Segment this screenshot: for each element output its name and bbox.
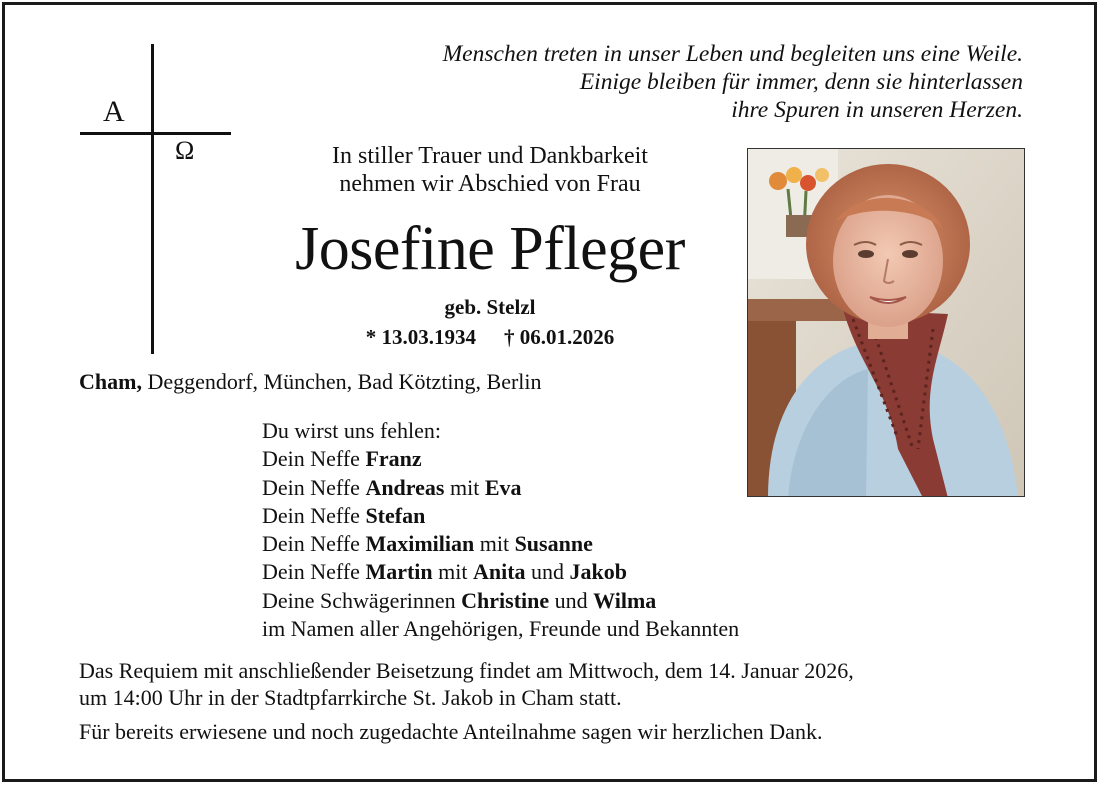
omega-symbol: Ω bbox=[175, 136, 195, 165]
quote bbox=[443, 40, 1023, 124]
mourner-text: Dein Neffe bbox=[262, 446, 366, 472]
mourners-intro: Du wirst uns fehlen: bbox=[262, 418, 442, 443]
mourner-name: Susanne bbox=[514, 531, 593, 557]
quote-line-1: Menschen treten in unser Leben und begleiten uns eine Weile. bbox=[442, 41, 1023, 67]
mourner-name: Eva bbox=[484, 474, 522, 500]
mourner-name: Andreas bbox=[365, 474, 445, 500]
mourner-name: Jakob bbox=[569, 559, 628, 585]
mourner-line bbox=[262, 474, 739, 502]
life-dates bbox=[290, 324, 690, 350]
places-line bbox=[79, 368, 542, 396]
mourner-line bbox=[262, 530, 739, 558]
intro-line-2: nehmen wir Abschied von Frau bbox=[339, 171, 641, 197]
mourner-name: Maximilian bbox=[365, 531, 475, 557]
cross-vertical-beam bbox=[151, 44, 154, 354]
mourner-text: und bbox=[525, 559, 570, 585]
mourner-name: Stefan bbox=[365, 502, 426, 528]
mourner-text: und bbox=[549, 587, 594, 613]
mourner-name: Martin bbox=[365, 559, 433, 585]
quote-line-3: ihre Spuren in unseren Herzen. bbox=[731, 97, 1023, 123]
mourner-line bbox=[262, 445, 739, 473]
mourner-name: Anita bbox=[472, 559, 526, 585]
mourner-name: Franz bbox=[365, 446, 422, 472]
mourner-line bbox=[262, 502, 739, 530]
intro-line-1: In stiller Trauer und Dankbarkeit bbox=[332, 143, 648, 169]
mourner-line bbox=[262, 558, 739, 586]
mourner-text: mit bbox=[432, 559, 473, 585]
mourner-name: Wilma bbox=[593, 587, 657, 613]
closing-line-1: Das Requiem mit anschließender Beisetzung findet am Mittwoch, dem 14. Januar 2026, bbox=[79, 658, 854, 683]
mourners-outro: im Namen aller Angehörigen, Freunde und Bekannten bbox=[262, 616, 740, 642]
closing-line-3: Für bereits erwiesene und noch zugedachte Anteilnahme sagen wir herzlichen Dank. bbox=[79, 719, 823, 744]
closing-line-2: um 14:00 Uhr in der Stadtpfarrkirche St. Jakob in Cham statt. bbox=[79, 685, 622, 710]
mourner-line bbox=[262, 587, 739, 615]
mourner-text: Dein Neffe bbox=[262, 502, 366, 528]
alpha-symbol: A bbox=[103, 95, 125, 128]
quote-line-2: Einige bleiben für immer, denn sie hinterlassen bbox=[579, 69, 1023, 95]
deceased-name: Josefine Pfleger bbox=[295, 215, 685, 283]
portrait-photo bbox=[747, 148, 1025, 497]
mourner-text: Dein Neffe bbox=[262, 531, 366, 557]
birth-date: * 13.03.1934 bbox=[365, 325, 476, 349]
mourner-name: Christine bbox=[461, 587, 550, 613]
birth-name: geb. Stelzl bbox=[444, 295, 536, 319]
death-date: † 06.01.2026 bbox=[504, 325, 615, 349]
places-main: Cham, bbox=[79, 369, 142, 394]
mourner-text: mit bbox=[444, 474, 485, 500]
mourner-text: Deine Schwägerinnen bbox=[262, 587, 462, 613]
mourner-text: Dein Neffe bbox=[262, 474, 366, 500]
cross-horizontal-beam bbox=[80, 132, 231, 135]
mourner-text: mit bbox=[474, 531, 515, 557]
places-rest: Deggendorf, München, Bad Kötzting, Berlin bbox=[141, 369, 542, 394]
mourners-list bbox=[262, 417, 739, 643]
mourner-text: Dein Neffe bbox=[262, 559, 366, 585]
